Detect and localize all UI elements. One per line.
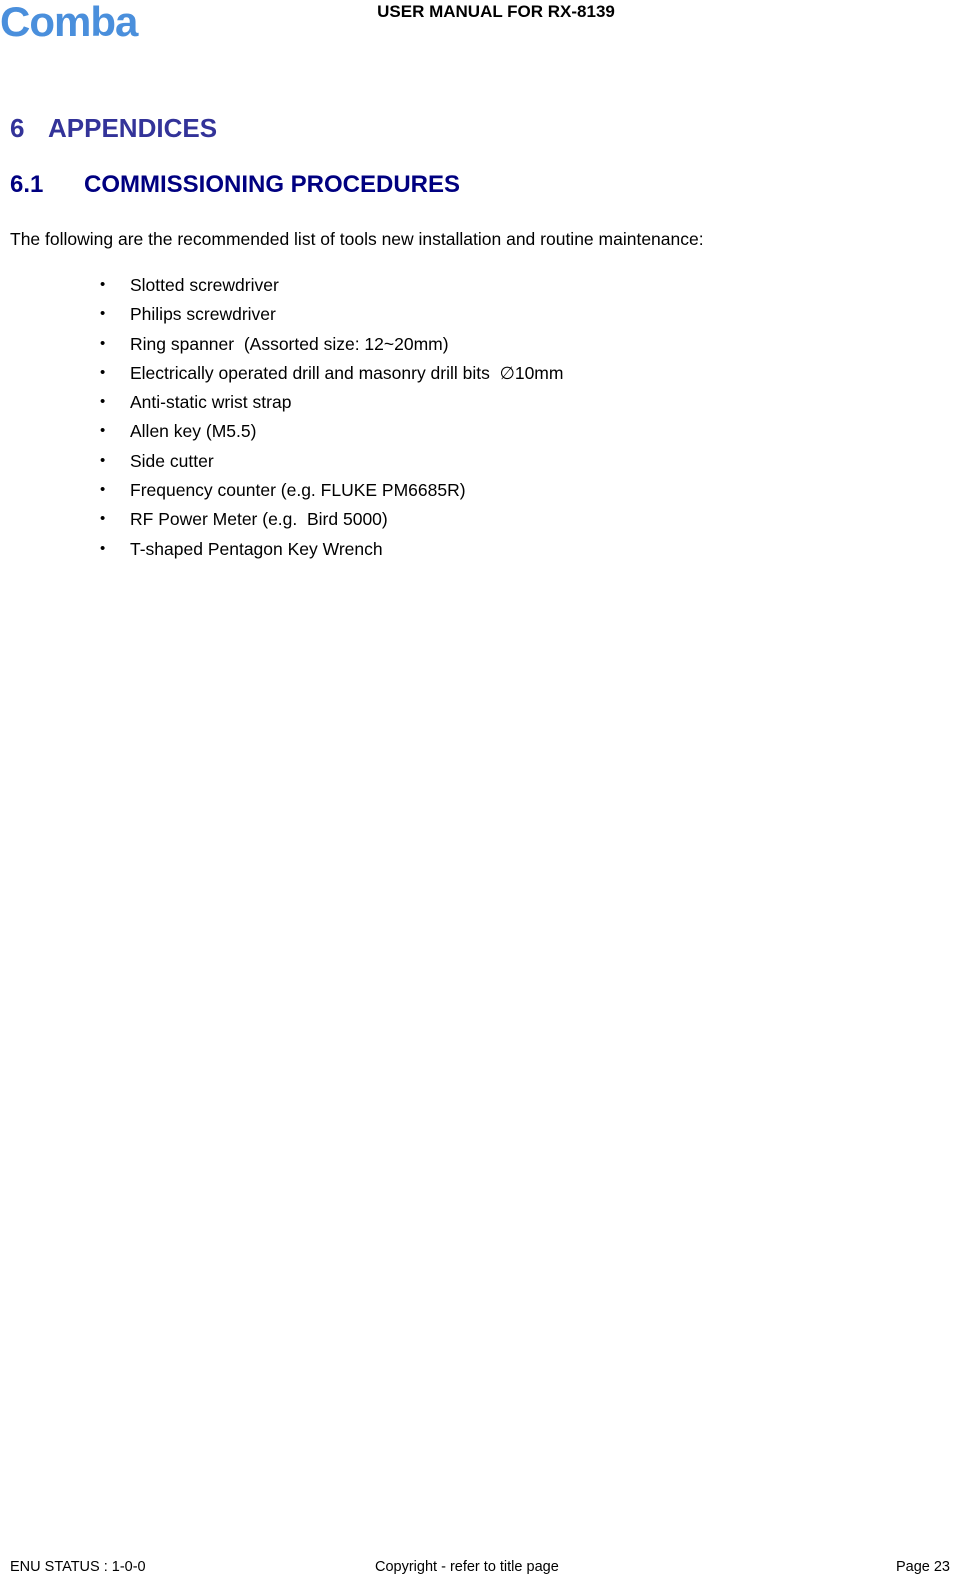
- list-item: • Slotted screwdriver: [100, 275, 279, 295]
- bullet-icon: •: [100, 363, 106, 381]
- document-header-title: USER MANUAL FOR RX-8139: [377, 2, 615, 21]
- list-item: • Philips screwdriver: [100, 304, 276, 325]
- tool-list: [0, 273, 563, 566]
- list-item: • Allen key (M5.5): [100, 421, 257, 442]
- svg-text:Comba: Comba: [0, 2, 138, 42]
- bullet-icon: •: [100, 276, 106, 293]
- bullet-icon: •: [100, 481, 106, 499]
- bullet-icon: •: [100, 334, 106, 352]
- list-item: • Electrically operated drill and masonry drill bits ∅10mm: [100, 362, 564, 383]
- subsection-number: 6.1: [10, 171, 44, 198]
- section-heading: [10, 113, 217, 144]
- subsection-title: COMMISSIONING PROCEDURES: [84, 171, 461, 198]
- list-item: • Side cutter: [100, 450, 214, 471]
- intro-paragraph: The following are the recommended list of tools new installation and routine maintenance:: [10, 229, 704, 249]
- bullet-icon: •: [100, 305, 106, 323]
- bullet-icon: •: [100, 539, 106, 557]
- footer-copyright: Copyright - refer to title page: [375, 1559, 559, 1575]
- bullet-icon: •: [100, 422, 106, 440]
- subsection-heading: [10, 171, 460, 199]
- list-item: • RF Power Meter (e.g. Bird 5000): [100, 509, 388, 530]
- footer-status: ENU STATUS : 1-0-0: [10, 1559, 146, 1575]
- section-number: 6: [10, 113, 25, 143]
- list-item: • Ring spanner (Assorted size: 12~20mm): [100, 333, 449, 354]
- footer-page-number: Page 23: [895, 1559, 950, 1575]
- bullet-icon: •: [100, 451, 106, 469]
- list-item: • Anti-static wrist strap: [100, 392, 292, 413]
- bullet-icon: •: [100, 393, 106, 411]
- list-item: • Frequency counter (e.g. FLUKE PM6685R): [100, 480, 466, 501]
- list-item: • T-shaped Pentagon Key Wrench: [100, 538, 383, 559]
- bullet-icon: •: [100, 510, 106, 528]
- section-title: APPENDICES: [48, 113, 218, 143]
